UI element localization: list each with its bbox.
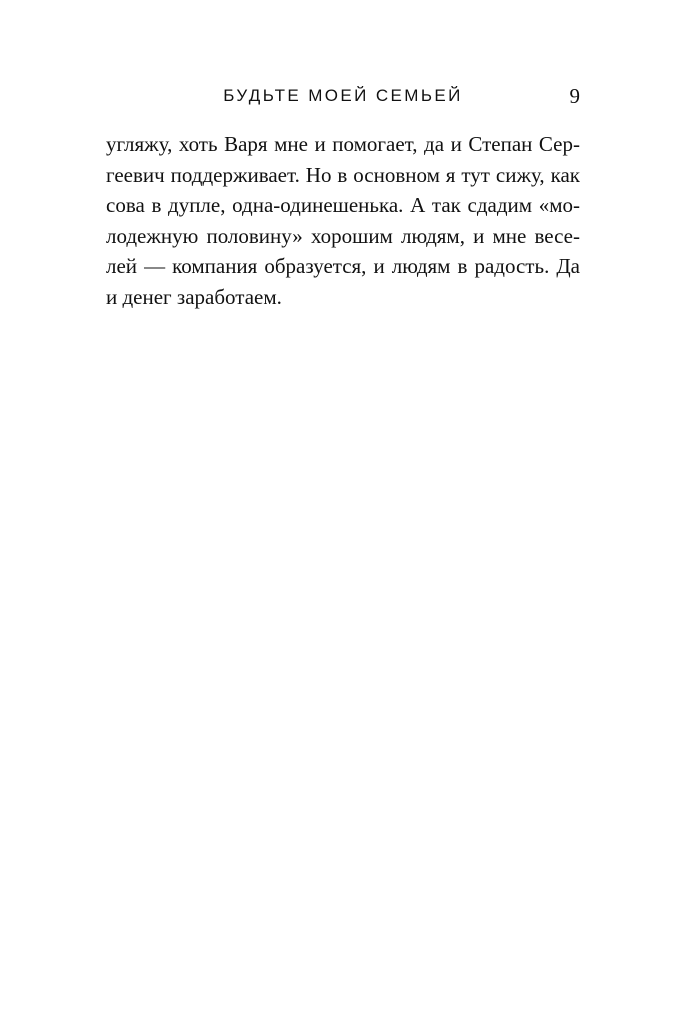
text-line: сова в дупле, одна-одинешенька. А так сдадим «мо- bbox=[106, 193, 580, 217]
body-text bbox=[106, 129, 580, 312]
page-number: 9 bbox=[569, 84, 580, 108]
text-line: угляжу, хоть Варя мне и помогает, да и Степан Сер- bbox=[106, 132, 580, 156]
text-line: лей — компания образуется, и людям в радость. Да bbox=[106, 254, 580, 278]
text-line: геевич поддерживает. Но в основном я тут сижу, как bbox=[106, 162, 580, 187]
text-line: лодежную половину» хорошим людям, и мне весе- bbox=[106, 223, 580, 248]
text-line: и денег заработаем. bbox=[106, 284, 282, 309]
page-header bbox=[106, 86, 580, 110]
running-title: БУДЬТЕ МОЕЙ СЕМЬЕЙ bbox=[223, 86, 463, 105]
